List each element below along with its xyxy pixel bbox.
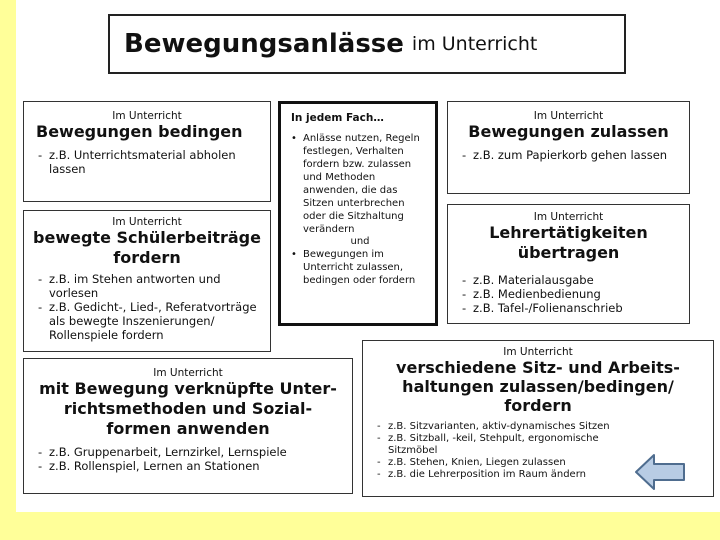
card-kicker: Im Unterricht	[112, 216, 182, 228]
card-heading	[24, 228, 270, 268]
card-in-jedem-fach	[278, 101, 438, 326]
card-heading-line: richtsmethoden und Sozial-	[63, 399, 313, 418]
list-item: - z.B. zum Papierkorb gehen lassen	[462, 148, 683, 162]
card-list	[291, 248, 429, 287]
card-heading-line: haltungen zulassen/bedingen/	[402, 377, 674, 396]
card-heading-line: übertragen	[517, 243, 620, 262]
card-kicker: Im Unterricht	[112, 110, 182, 122]
card-bewegungen-zulassen	[447, 101, 690, 194]
card-list	[24, 272, 270, 342]
card-kicker: Im Unterricht	[533, 110, 604, 122]
card-heading-line: fordern	[504, 396, 572, 415]
list-item: - z.B. Rollenspiel, Lernen an Stationen	[38, 459, 346, 473]
list-item: - z.B. Gruppenarbeit, Lernzirkel, Lernspiele	[38, 445, 346, 459]
list-item: - z.B. Sitzvarianten, aktiv-dynamisches Sitzen	[377, 421, 633, 433]
card-bewegungen-bedingen	[23, 101, 271, 202]
back-arrow-button[interactable]	[634, 452, 686, 496]
list-item: - z.B. im Stehen antworten und vorlesen	[38, 272, 264, 300]
card-heading	[24, 379, 352, 439]
card-heading-line: fordern	[113, 248, 181, 267]
card-heading	[448, 223, 689, 263]
card-schuelerbeitraege	[23, 210, 271, 352]
title-box	[108, 14, 626, 74]
list-item: - z.B. Gedicht-, Lied-, Referatvorträge als bewegte Inszenierungen/ Rollenspiele fordern	[38, 300, 264, 342]
back-arrow-icon	[634, 452, 686, 492]
slide	[16, 0, 720, 512]
card-heading-line: formen anwenden	[106, 419, 270, 438]
card-kicker: Im Unterricht	[503, 346, 573, 358]
list-item: - z.B. Sitzball, -keil, Stehpult, ergonomische Sitzmöbel	[377, 433, 633, 457]
list-item: • Anlässe nutzen, Regeln festlegen, Verhalten fordern bzw. zulassen und Methoden anwenden, die das Sitzen unterbrechen oder die Sitzhaltung verändern	[291, 132, 429, 236]
card-list	[291, 132, 429, 236]
card-list	[448, 273, 689, 315]
card-kicker: Im Unterricht	[153, 367, 223, 379]
card-heading-line: Lehrertätigkeiten	[489, 223, 648, 242]
card-heading: Bewegungen zulassen	[468, 122, 669, 141]
list-item: - z.B. Tafel-/Folienanschrieb	[462, 301, 683, 315]
list-item: • Bewegungen im Unterricht zulassen, bedingen oder fordern	[291, 248, 429, 287]
card-list	[24, 445, 352, 473]
connector-text: und	[350, 236, 370, 247]
card-heading: Bewegungen bedingen	[36, 122, 243, 141]
card-heading: In jedem Fach…	[291, 112, 384, 124]
card-unterrichtsmethoden	[23, 358, 353, 494]
list-item: - z.B. Medienbedienung	[462, 287, 683, 301]
card-kicker: Im Unterricht	[533, 211, 604, 223]
list-item: - z.B. Stehen, Knien, Liegen zulassen	[377, 457, 633, 469]
card-lehrertaetigkeiten	[447, 204, 690, 324]
card-list	[24, 148, 270, 176]
card-heading-line: verschiedene Sitz- und Arbeits-	[396, 358, 680, 377]
card-heading-line: mit Bewegung verknüpfte Unter-	[39, 379, 337, 398]
list-item: - z.B. Materialausgabe	[462, 273, 683, 287]
card-list	[448, 148, 689, 162]
list-item: - z.B. die Lehrerposition im Raum ändern	[377, 469, 633, 481]
page-title-suffix: im Unterricht	[411, 33, 538, 55]
page-title: Bewegungsanlässe	[124, 29, 404, 59]
card-heading	[363, 358, 713, 415]
card-heading-line: bewegte Schülerbeiträge	[33, 228, 261, 247]
list-item: - z.B. Unterrichtsmaterial abholen lassen	[38, 148, 264, 176]
